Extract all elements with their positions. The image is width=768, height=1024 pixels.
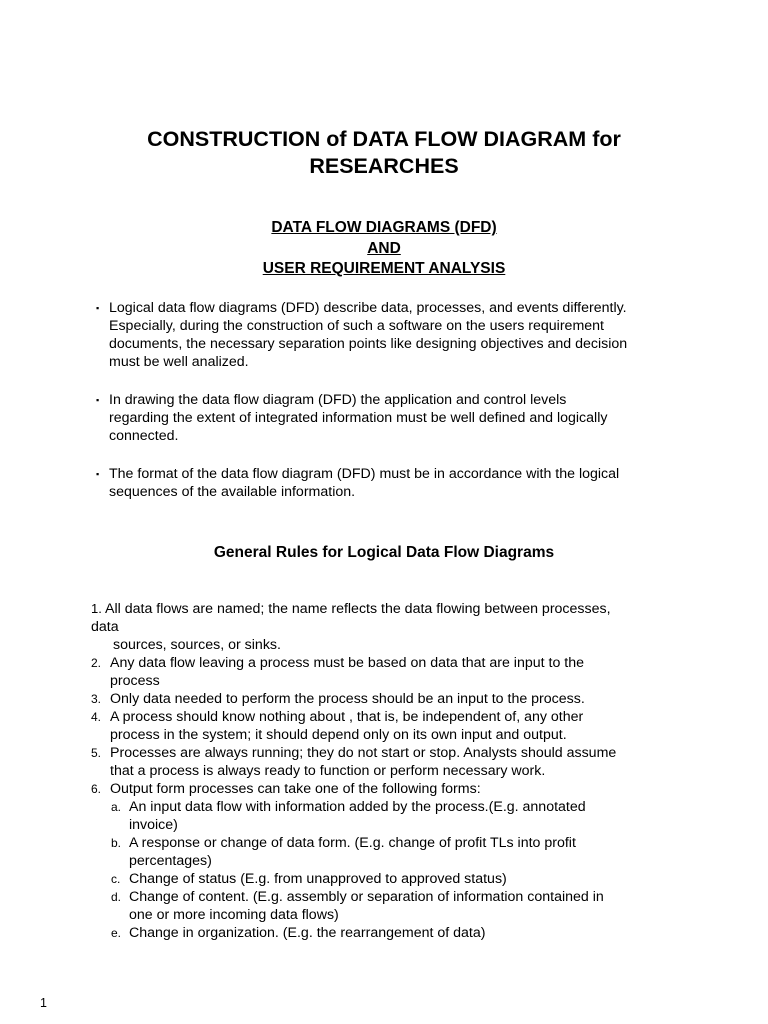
subrule-letter: a. [111,800,122,814]
subtitle-line-1: DATA FLOW DIAGRAMS (DFD) [271,219,497,236]
rule-line: Any data flow leaving a process must be based on data that are input to the [110,655,585,671]
rule-number: 3. [91,692,102,706]
rule-line: process in the system; it should depend only on its own input and output. [110,727,567,743]
bullet-item [96,391,696,445]
page-number: 1 [40,996,47,1010]
subrule-line: invoice) [129,817,178,833]
bullet-line: The format of the data flow diagram (DFD) must be in accordance with the logical [109,466,620,482]
bullet-icon: ▪ [96,469,100,479]
subrule-item [91,798,691,834]
rule-number: 6. [91,782,102,796]
subtitle-line-3: USER REQUIREMENT ANALYSIS [262,260,506,277]
bullet-item [96,465,696,501]
subrule-line: A response or change of data form. (E.g. change of profit TLs into profit [129,835,576,851]
subrule-letter: b. [111,836,122,850]
bullet-line: documents, the necessary separation points like designing objectives and decision [109,336,628,352]
rule-item [91,600,691,654]
rule-line: data [91,619,119,635]
rule-line: All data flows are named; the name reflects the data flowing between processes, [105,601,611,617]
bullet-line: must be well analized. [109,354,249,370]
rule-item [91,690,691,708]
rule-line: Processes are always running; they do not start or stop. Analysts should assume [110,745,617,761]
subrule-line: one or more incoming data flows) [129,907,339,923]
section-heading: General Rules for Logical Data Flow Diagrams [213,544,555,561]
rule-line: sources, sources, or sinks. [113,637,281,653]
rule-line: that a process is always ready to function or perform necessary work. [110,763,546,779]
bullet-line: regarding the extent of integrated information must be well defined and logically [109,410,608,426]
bullet-icon: ▪ [96,395,100,405]
bullet-line: Especially, during the construction of such a software on the users requirement [109,318,604,334]
rule-line: Only data needed to perform the process should be an input to the process. [110,691,585,707]
rule-number: 1. [91,601,102,616]
subrule-letter: e. [111,926,122,940]
rule-number: 4. [91,710,102,724]
document-title [0,126,768,180]
rule-item [91,708,691,744]
rule-number: 2. [91,656,102,670]
bullet-item [96,299,696,371]
subrule-item [91,870,691,888]
subrule-line: Change in organization. (E.g. the rearrangement of data) [129,925,486,941]
subtitle-line-2: AND [367,239,401,257]
bullet-icon: ▪ [96,303,100,313]
title-line-2: RESEARCHES [309,154,459,178]
rule-line: Output form processes can take one of the following forms: [110,781,481,797]
subrule-item [91,888,691,924]
subrule-line: Change of status (E.g. from unapproved to approved status) [129,871,507,887]
subrule-line: Change of content. (E.g. assembly or separation of information contained in [129,889,604,905]
rule-item [91,780,691,798]
subrule-item [91,834,691,870]
rules-list [91,600,691,942]
bullet-line: In drawing the data flow diagram (DFD) the application and control levels [109,392,567,408]
bullet-line: Logical data flow diagrams (DFD) describe data, processes, and events differently. [109,300,627,316]
subrule-item [91,924,691,942]
rule-line: A process should know nothing about , that is, be independent of, any other [110,709,584,725]
document-subtitle [0,218,768,280]
rule-number: 5. [91,746,102,760]
subrule-letter: c. [111,872,121,886]
title-line-1: CONSTRUCTION of DATA FLOW DIAGRAM for [147,127,621,151]
bullet-line: connected. [109,428,179,444]
rule-line: process [110,673,160,689]
rule-item [91,654,691,690]
rule-item [91,744,691,780]
subrule-line: percentages) [129,853,212,869]
subrule-letter: d. [111,890,122,904]
subrule-line: An input data flow with information added by the process.(E.g. annotated [129,799,586,815]
bullet-line: sequences of the available information. [109,484,356,500]
